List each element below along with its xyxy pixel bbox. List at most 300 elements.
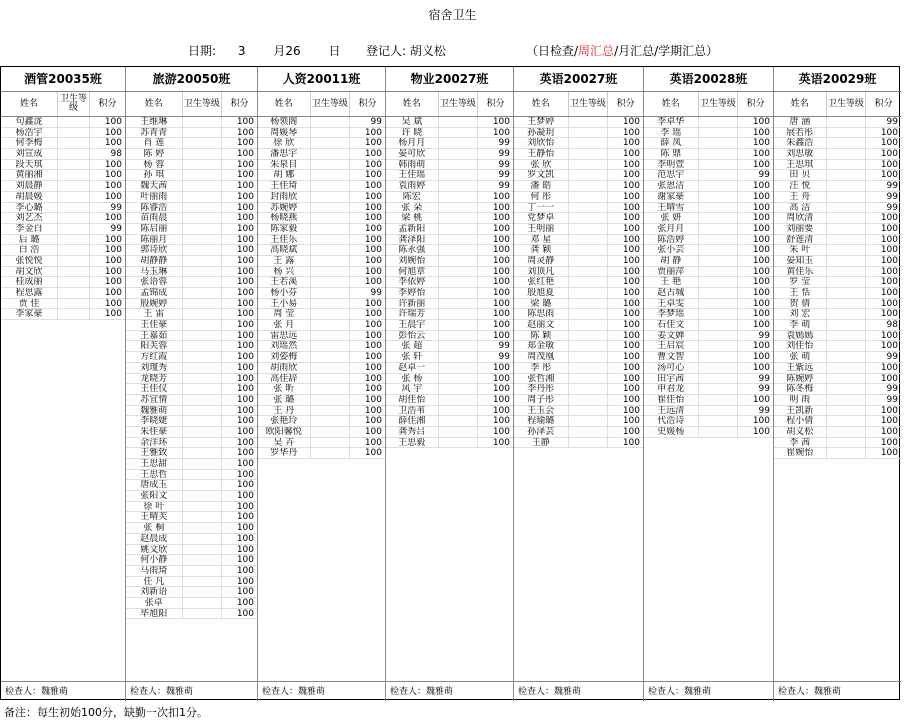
class-title: 旅游20050班: [126, 67, 257, 92]
table-row: [126, 577, 257, 588]
student-score: 100: [865, 299, 901, 309]
student-name: 王佳豪: [140, 320, 168, 330]
checker-label: 检查人：魏雅萌: [258, 681, 385, 701]
student-score: 100: [737, 192, 773, 202]
student-name: 龚泽阳: [398, 234, 426, 245]
hygiene-level-cell: [438, 213, 478, 223]
hygiene-level-cell: [57, 181, 89, 191]
table-row: [514, 406, 643, 417]
table-row: [126, 149, 257, 160]
hygiene-level-cell: [568, 406, 608, 416]
table-row: [126, 416, 257, 427]
student-name: 陈启丽: [140, 223, 168, 234]
student-score: 99: [349, 288, 385, 298]
hygiene-level-cell: [826, 181, 866, 191]
student-name: 陈浩婷: [657, 234, 685, 245]
student-name: 张卓: [144, 597, 163, 608]
student-name: 周茂凰: [527, 352, 555, 362]
student-score: 99: [865, 203, 901, 213]
hygiene-level-cell: [182, 138, 222, 148]
date-info: [188, 42, 344, 59]
student-score: 99: [865, 117, 901, 127]
student-score: 100: [89, 256, 125, 266]
header-name: 姓名: [274, 98, 293, 109]
student-score: 100: [349, 128, 385, 138]
table-row: [514, 235, 643, 246]
student-name: 李晓婕: [140, 416, 168, 426]
header-level: 卫生等级: [182, 92, 222, 116]
student-name: 王卓雯: [657, 298, 685, 309]
header-score: 积分: [865, 92, 901, 116]
student-score: 99: [89, 224, 125, 234]
student-score: 100: [607, 374, 643, 384]
student-name: 唐成玉: [140, 480, 168, 491]
hygiene-level-cell: [182, 256, 222, 266]
student-score: 100: [221, 480, 257, 490]
student-name: 张红艳: [527, 277, 555, 287]
student-score: 100: [607, 224, 643, 234]
table-row: [258, 288, 385, 299]
table-row: [644, 309, 773, 320]
table-row: [1, 192, 125, 203]
hygiene-level-cell: [826, 256, 866, 266]
table-row: [514, 128, 643, 139]
hygiene-level-cell: [698, 288, 738, 298]
hygiene-level-cell: [310, 352, 350, 362]
student-score: 100: [607, 256, 643, 266]
student-name: 王佳琦: [270, 181, 298, 191]
student-name: 彭怡云: [398, 330, 426, 341]
student-score: 100: [607, 320, 643, 330]
hygiene-level-cell: [568, 224, 608, 234]
hygiene-level-cell: [182, 277, 222, 287]
hygiene-level-cell: [310, 331, 350, 341]
hygiene-level-cell: [698, 374, 738, 384]
student-score: 100: [737, 224, 773, 234]
table-row: [386, 309, 513, 320]
student-score: 100: [221, 384, 257, 394]
class-title: 酒管20035班: [1, 67, 125, 92]
hygiene-level-cell: [698, 117, 738, 127]
table-row: [514, 374, 643, 385]
student-name: 魏天茜: [140, 181, 168, 191]
student-name: 张 杨: [401, 373, 423, 384]
student-score: 100: [737, 160, 773, 170]
table-row: [386, 384, 513, 395]
student-name: 胡雨欣: [270, 362, 298, 373]
student-score: 100: [89, 235, 125, 245]
class-title: 英语20029班: [774, 67, 901, 92]
table-row: [774, 213, 901, 224]
student-name: 刘晨静: [15, 181, 43, 191]
table-row: [644, 277, 773, 288]
table-row: [644, 267, 773, 278]
student-score: 100: [607, 416, 643, 426]
checker-label: 检查人：魏雅萌: [514, 681, 643, 701]
hygiene-level-cell: [310, 374, 350, 384]
hygiene-level-cell: [438, 320, 478, 330]
table-row: [386, 363, 513, 374]
student-score: 100: [737, 117, 773, 127]
student-name: 王佳仪: [140, 384, 168, 394]
student-score: 100: [89, 192, 125, 202]
student-score: 100: [221, 545, 257, 555]
table-row: [514, 438, 643, 449]
recorder-info: 登记人: 胡义松: [366, 44, 446, 58]
student-score: 100: [89, 277, 125, 287]
table-row: [514, 288, 643, 299]
student-score: 100: [349, 224, 385, 234]
student-name: 张哲湘: [527, 373, 555, 384]
student-score: 100: [349, 245, 385, 255]
student-name: 孟锦成: [140, 288, 168, 298]
table-row: [514, 320, 643, 331]
student-score: 100: [607, 395, 643, 405]
student-name: 张 昕: [273, 384, 295, 394]
table-row: [386, 256, 513, 267]
table-row: [126, 181, 257, 192]
student-name: 何旭章: [398, 266, 426, 277]
hygiene-level-cell: [826, 160, 866, 170]
hygiene-level-cell: [568, 235, 608, 245]
student-name: 李明萱: [657, 159, 685, 170]
hygiene-level-cell: [568, 395, 608, 405]
student-name: 李家豪: [15, 309, 43, 320]
student-name: 许 晓: [401, 127, 423, 138]
student-score: 100: [349, 374, 385, 384]
table-row: [126, 523, 257, 534]
student-name: 王思哲: [140, 469, 168, 480]
student-name: 王凯新: [786, 405, 814, 416]
table-row: [126, 448, 257, 459]
student-score: 100: [221, 502, 257, 512]
student-score: 100: [349, 192, 385, 202]
student-name: 罗 莹: [789, 277, 811, 287]
student-score: 99: [737, 374, 773, 384]
student-name: 赵古城: [657, 288, 685, 298]
student-name: 张 月: [273, 320, 295, 330]
table-row: [126, 138, 257, 149]
hygiene-level-cell: [698, 406, 738, 416]
table-row: [774, 427, 901, 438]
hygiene-level-cell: [568, 331, 608, 341]
hygiene-level-cell: [698, 170, 738, 180]
student-name: 王静: [531, 437, 550, 448]
table-row: [386, 438, 513, 449]
table-row: [386, 395, 513, 406]
hygiene-level-cell: [310, 395, 350, 405]
hygiene-level-cell: [182, 438, 222, 448]
hygiene-level-cell: [310, 309, 350, 319]
student-score: 99: [477, 181, 513, 191]
table-row: [386, 192, 513, 203]
student-score: 100: [477, 331, 513, 341]
student-name: 梁 璐: [530, 298, 552, 309]
student-score: 100: [865, 438, 901, 448]
hygiene-level-cell: [182, 341, 222, 351]
hygiene-level-cell: [182, 587, 222, 597]
table-row: [258, 448, 385, 459]
hygiene-level-cell: [698, 245, 738, 255]
hygiene-level-cell: [57, 256, 89, 266]
hygiene-level-cell: [310, 117, 350, 127]
table-row: [258, 427, 385, 438]
summary-open: （日检查/: [526, 44, 579, 58]
student-name: 苏宜情: [140, 394, 168, 405]
hygiene-level-cell: [310, 427, 350, 437]
student-name: 苏青青: [140, 127, 168, 138]
student-name: 郑金敏: [527, 341, 555, 352]
student-score: 100: [349, 427, 385, 437]
hygiene-level-cell: [182, 502, 222, 512]
hygiene-level-cell: [826, 427, 866, 437]
table-row: [126, 502, 257, 513]
student-score: 99: [477, 138, 513, 148]
student-score: 100: [477, 117, 513, 127]
student-name: 任 凡: [143, 576, 165, 587]
table-row: [386, 128, 513, 139]
student-name: 唐 涵: [789, 117, 811, 127]
student-score: 100: [865, 427, 901, 437]
student-score: 100: [865, 170, 901, 180]
student-name: 石佳文: [657, 320, 685, 330]
student-score: 100: [349, 384, 385, 394]
student-score: 100: [865, 267, 901, 277]
student-list: [386, 117, 513, 448]
student-score: 100: [221, 224, 257, 234]
table-row: [258, 352, 385, 363]
header-score: 积分: [89, 92, 125, 116]
student-list: [514, 117, 643, 448]
student-score: 100: [865, 406, 901, 416]
table-row: [126, 438, 257, 449]
table-row: [514, 170, 643, 181]
table-row: [774, 235, 901, 246]
table-row: [126, 491, 257, 502]
table-row: [644, 256, 773, 267]
student-score: 100: [737, 203, 773, 213]
student-name: 张 欣: [530, 159, 552, 170]
student-score: 100: [89, 138, 125, 148]
student-name: 龚 颖: [530, 245, 552, 255]
column-header-row: [1, 92, 125, 117]
student-name: 魏雅萌: [140, 405, 168, 416]
student-score: 99: [349, 117, 385, 127]
header-name: 姓名: [402, 98, 421, 109]
student-name: 杨小芬: [270, 288, 298, 298]
student-score: 100: [349, 235, 385, 245]
table-row: [1, 288, 125, 299]
student-score: 100: [221, 406, 257, 416]
student-score: 100: [221, 566, 257, 576]
table-row: [258, 267, 385, 278]
hygiene-level-cell: [568, 181, 608, 191]
student-name: 张月月: [657, 223, 685, 234]
hygiene-level-cell: [698, 416, 738, 426]
student-score: 99: [737, 331, 773, 341]
student-name: 桂成丽: [15, 277, 43, 287]
student-score: 100: [221, 138, 257, 148]
table-row: [126, 480, 257, 491]
student-score: 100: [477, 374, 513, 384]
student-score: 100: [737, 363, 773, 373]
header-level: 卫生等级: [568, 92, 608, 116]
table-row: [774, 374, 901, 385]
table-row: [774, 181, 901, 192]
student-score: 100: [221, 160, 257, 170]
student-name: 李 萌: [789, 320, 811, 330]
student-score: 100: [607, 288, 643, 298]
student-name: 张 璐: [273, 394, 295, 405]
table-row: [514, 384, 643, 395]
hygiene-level-cell: [438, 149, 478, 159]
hygiene-level-cell: [182, 416, 222, 426]
student-name: 刘瑾秀: [140, 362, 168, 373]
hygiene-level-cell: [568, 299, 608, 309]
hygiene-level-cell: [826, 299, 866, 309]
student-score: 99: [737, 406, 773, 416]
student-name: 申君龙: [657, 384, 685, 394]
student-name: 风 宇: [401, 384, 423, 394]
student-score: 100: [865, 331, 901, 341]
table-row: [258, 438, 385, 449]
table-row: [1, 170, 125, 181]
student-score: 100: [607, 138, 643, 148]
hygiene-level-cell: [310, 235, 350, 245]
student-score: 100: [349, 320, 385, 330]
student-name: 张 妍: [660, 213, 682, 223]
column-header-row: [644, 92, 773, 117]
student-name: 邓 星: [530, 234, 552, 245]
hygiene-level-cell: [182, 235, 222, 245]
table-row: [1, 117, 125, 128]
table-row: [126, 256, 257, 267]
table-row: [514, 309, 643, 320]
table-row: [644, 138, 773, 149]
table-row: [644, 363, 773, 374]
hygiene-level-cell: [568, 203, 608, 213]
student-score: 100: [737, 352, 773, 362]
student-name: 王 舟: [789, 191, 811, 202]
hygiene-level-cell: [826, 448, 866, 458]
hygiene-level-cell: [438, 235, 478, 245]
student-name: 雷思远: [270, 330, 298, 341]
table-row: [386, 416, 513, 427]
table-row: [386, 224, 513, 235]
hygiene-level-cell: [182, 523, 222, 533]
table-row: [774, 341, 901, 352]
hygiene-level-cell: [698, 138, 738, 148]
footer-note: 备注：每生初始100分，缺勤一次扣1分。: [4, 706, 208, 719]
table-row: [644, 352, 773, 363]
sheet-title: 宿舍卫生: [428, 8, 477, 22]
student-score: 100: [607, 331, 643, 341]
student-score: 100: [607, 406, 643, 416]
table-row: [258, 384, 385, 395]
table-row: [258, 406, 385, 417]
table-row: [386, 267, 513, 278]
table-row: [126, 609, 257, 620]
hygiene-level-cell: [182, 480, 222, 490]
student-score: 100: [349, 341, 385, 351]
student-score: 100: [607, 427, 643, 437]
table-row: [644, 320, 773, 331]
student-name: 龚秀吕: [398, 426, 426, 437]
student-name: 徐 欣: [273, 138, 295, 149]
student-score: 100: [477, 363, 513, 373]
student-name: 陈丽月: [140, 234, 168, 245]
hygiene-level-cell: [826, 277, 866, 287]
hygiene-level-cell: [182, 363, 222, 373]
student-name: 晏可欣: [398, 149, 426, 159]
hygiene-level-cell: [698, 149, 738, 159]
table-row: [514, 149, 643, 160]
table-row: [1, 213, 125, 224]
student-score: 100: [89, 170, 125, 180]
student-score: 100: [221, 309, 257, 319]
hygiene-level-cell: [438, 406, 478, 416]
student-name: 王明丽: [527, 223, 555, 234]
student-score: 100: [221, 448, 257, 458]
table-row: [1, 309, 125, 320]
table-row: [774, 117, 901, 128]
student-name: 许新丽: [398, 298, 426, 309]
student-score: 100: [349, 299, 385, 309]
student-name: 田 贝: [789, 170, 811, 181]
hygiene-level-cell: [438, 352, 478, 362]
student-name: 胡晨媛: [15, 191, 43, 202]
hygiene-level-cell: [57, 160, 89, 170]
student-name: 方红霞: [140, 352, 168, 362]
hygiene-level-cell: [182, 160, 222, 170]
table-row: [258, 416, 385, 427]
student-score: 100: [607, 181, 643, 191]
hygiene-level-cell: [568, 160, 608, 170]
student-name: 胡静静: [140, 255, 168, 266]
student-name: 张语蓉: [140, 277, 168, 287]
student-score: 100: [221, 170, 257, 180]
hygiene-level-cell: [438, 203, 478, 213]
hygiene-level-cell: [698, 299, 738, 309]
student-name: 杨月月: [398, 138, 426, 149]
student-name: 张小芸: [657, 245, 685, 255]
hygiene-level-cell: [568, 138, 608, 148]
hygiene-level-cell: [568, 267, 608, 277]
student-name: 李依婷: [398, 277, 426, 287]
table-row: [644, 395, 773, 406]
student-score: 100: [477, 406, 513, 416]
hygiene-level-cell: [826, 138, 866, 148]
table-row: [1, 181, 125, 192]
student-score: 100: [349, 277, 385, 287]
student-name: 张艳玲: [270, 416, 298, 426]
table-row: [258, 138, 385, 149]
table-row: [644, 149, 773, 160]
student-name: 刘宣成: [15, 149, 43, 159]
hygiene-level-cell: [57, 267, 89, 277]
student-score: 100: [607, 192, 643, 202]
student-name: 潘思宇: [270, 149, 298, 159]
header-score: 积分: [221, 92, 257, 116]
hygiene-level-cell: [182, 352, 222, 362]
table-row: [258, 320, 385, 331]
student-score: 100: [737, 235, 773, 245]
table-row: [774, 170, 901, 181]
column-header-row: [386, 92, 513, 117]
hygiene-level-cell: [182, 512, 222, 522]
student-score: 99: [737, 384, 773, 394]
student-score: 100: [865, 363, 901, 373]
